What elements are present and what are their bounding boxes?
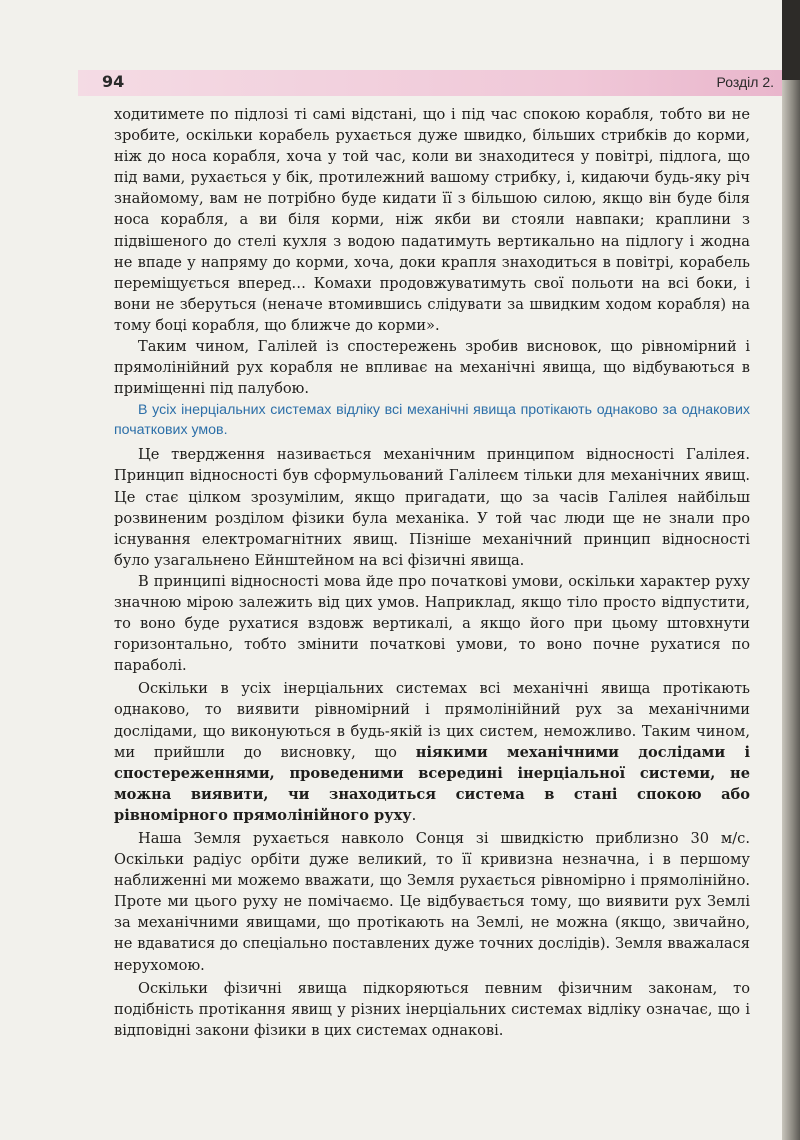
- paragraph-galileo-conclusion: Таким чином, Галілей із спостережень зробив висновок, що рівномірний і прямолінійний рух корабля не впливає на механічні явища, що відбуваються в приміщенні під палубою.: [114, 338, 750, 398]
- paragraph-inertial-bold-conclusion: ніякими механічними дослідами і спостереженнями, проведеними всередині інерціальної системи, не можна виявити, чи знаходиться система в стані спокою або рівномірного прямолінійного руху: [114, 743, 750, 824]
- paragraph-inertial-systems: [114, 678, 750, 826]
- paragraph-initial-conditions: В принципі відносності мова йде про початкові умови, оскільки характер руху значною мірою залежить від цих умов. Наприклад, якщо тіло просто відпустити, то воно буде рухатися вздовж вертикалі, а якщо його при цьому штовхнути горизонтально, тобто змінити початкові умови, то воно почне рухатися по параболі.: [114, 572, 750, 675]
- paragraph-relativity-principle: Це твердження називається механічним принципом відносності Галілея. Принцип відносності був сформульований Галілеєм тільки для механічних явищ. Це стає цілком зрозумілим, якщо пригадати, що за часів Галілея найбільш розвиненим розділом фізики була механіка. У той час люди ще не знали про існування електромагнітних явищ. Пізніше механічний принцип відносності було узагальнено Ейнштейном на всі фізичні явища.: [114, 446, 750, 569]
- paragraph-inertial-tail: .: [411, 806, 417, 824]
- paragraph-earth-motion: Наша Земля рухається навколо Сонця зі швидкістю приблизно 30 м/с. Оскільки радіус орбіти дуже великий, то її кривизна незначна, і в першому наближенні ми можемо вважати, що Земля рухається рівномірно і прямолінійно. Проте ми цього руху не помічаємо. Це відбувається тому, що виявити рух Землі за механічними явищами, що протікають на Землі, не можна (якщо, звичайно, не вдаватися до спеціально поставлених дуже точних дослідів). Земля вважалася нерухомою.: [114, 830, 750, 974]
- book-spine-shadow: [782, 0, 800, 80]
- paragraph-physical-laws: Оскільки фізичні явища підкоряються певним фізичним законам, то подібність протікання явищ у різних інерціальних системах відліку означає, що і відповідні закони фізики в цих системах однакові.: [114, 979, 750, 1039]
- paragraph-inertial-lead: Оскільки в усіх інерціальних системах всі механічні явища протікають однаково, то виявити рівномірний і прямолінійний рух за механічними дослідами, що виконуються в будь-якій із цих систем, неможливо. Таким чином, ми прийшли до висновку, що: [114, 680, 750, 761]
- page-header-bar: [78, 70, 782, 96]
- relativity-principle-highlight: В усіх інерціальних системах відліку всі механічні явища протікають однаково за однакових початкових умов.: [114, 402, 750, 439]
- paragraph-quote-end: ходитимете по підлозі ті самі відстані, що і під час спокою корабля, тобто ви не зробите, оскільки корабель рухається дуже швидко, більших стрибків до корми, ніж до носа корабля, хоча у той час, коли ви знаходитеся у повітрі, підлога, що під вами, рухається у бік, протилежний вашому стрибку, і, кидаючи будь-яку річ знайомому, вам не потрібно буде кидати її з більшою силою, якщо він буде біля носа корабля, а ви біля корми, ніж якби ви стояли навпаки; краплини з підвішеного до стелі кухля з водою падатимуть вертикально на підлогу і жодна не впаде у напряму до корми, хоча, доки крапля знаходиться в повітрі, корабель переміщується вперед… Комахи продовжуватимуть свої польоти на всі боки, і вони не зберуться (неначе втомившись слідувати за швидким ходом корабля) на тому боці корабля, що ближче до корми».: [114, 106, 750, 334]
- page-content: [114, 104, 750, 1041]
- section-label: Розділ 2.: [716, 74, 774, 90]
- book-spine: [782, 0, 800, 1140]
- page-number: 94: [102, 72, 125, 91]
